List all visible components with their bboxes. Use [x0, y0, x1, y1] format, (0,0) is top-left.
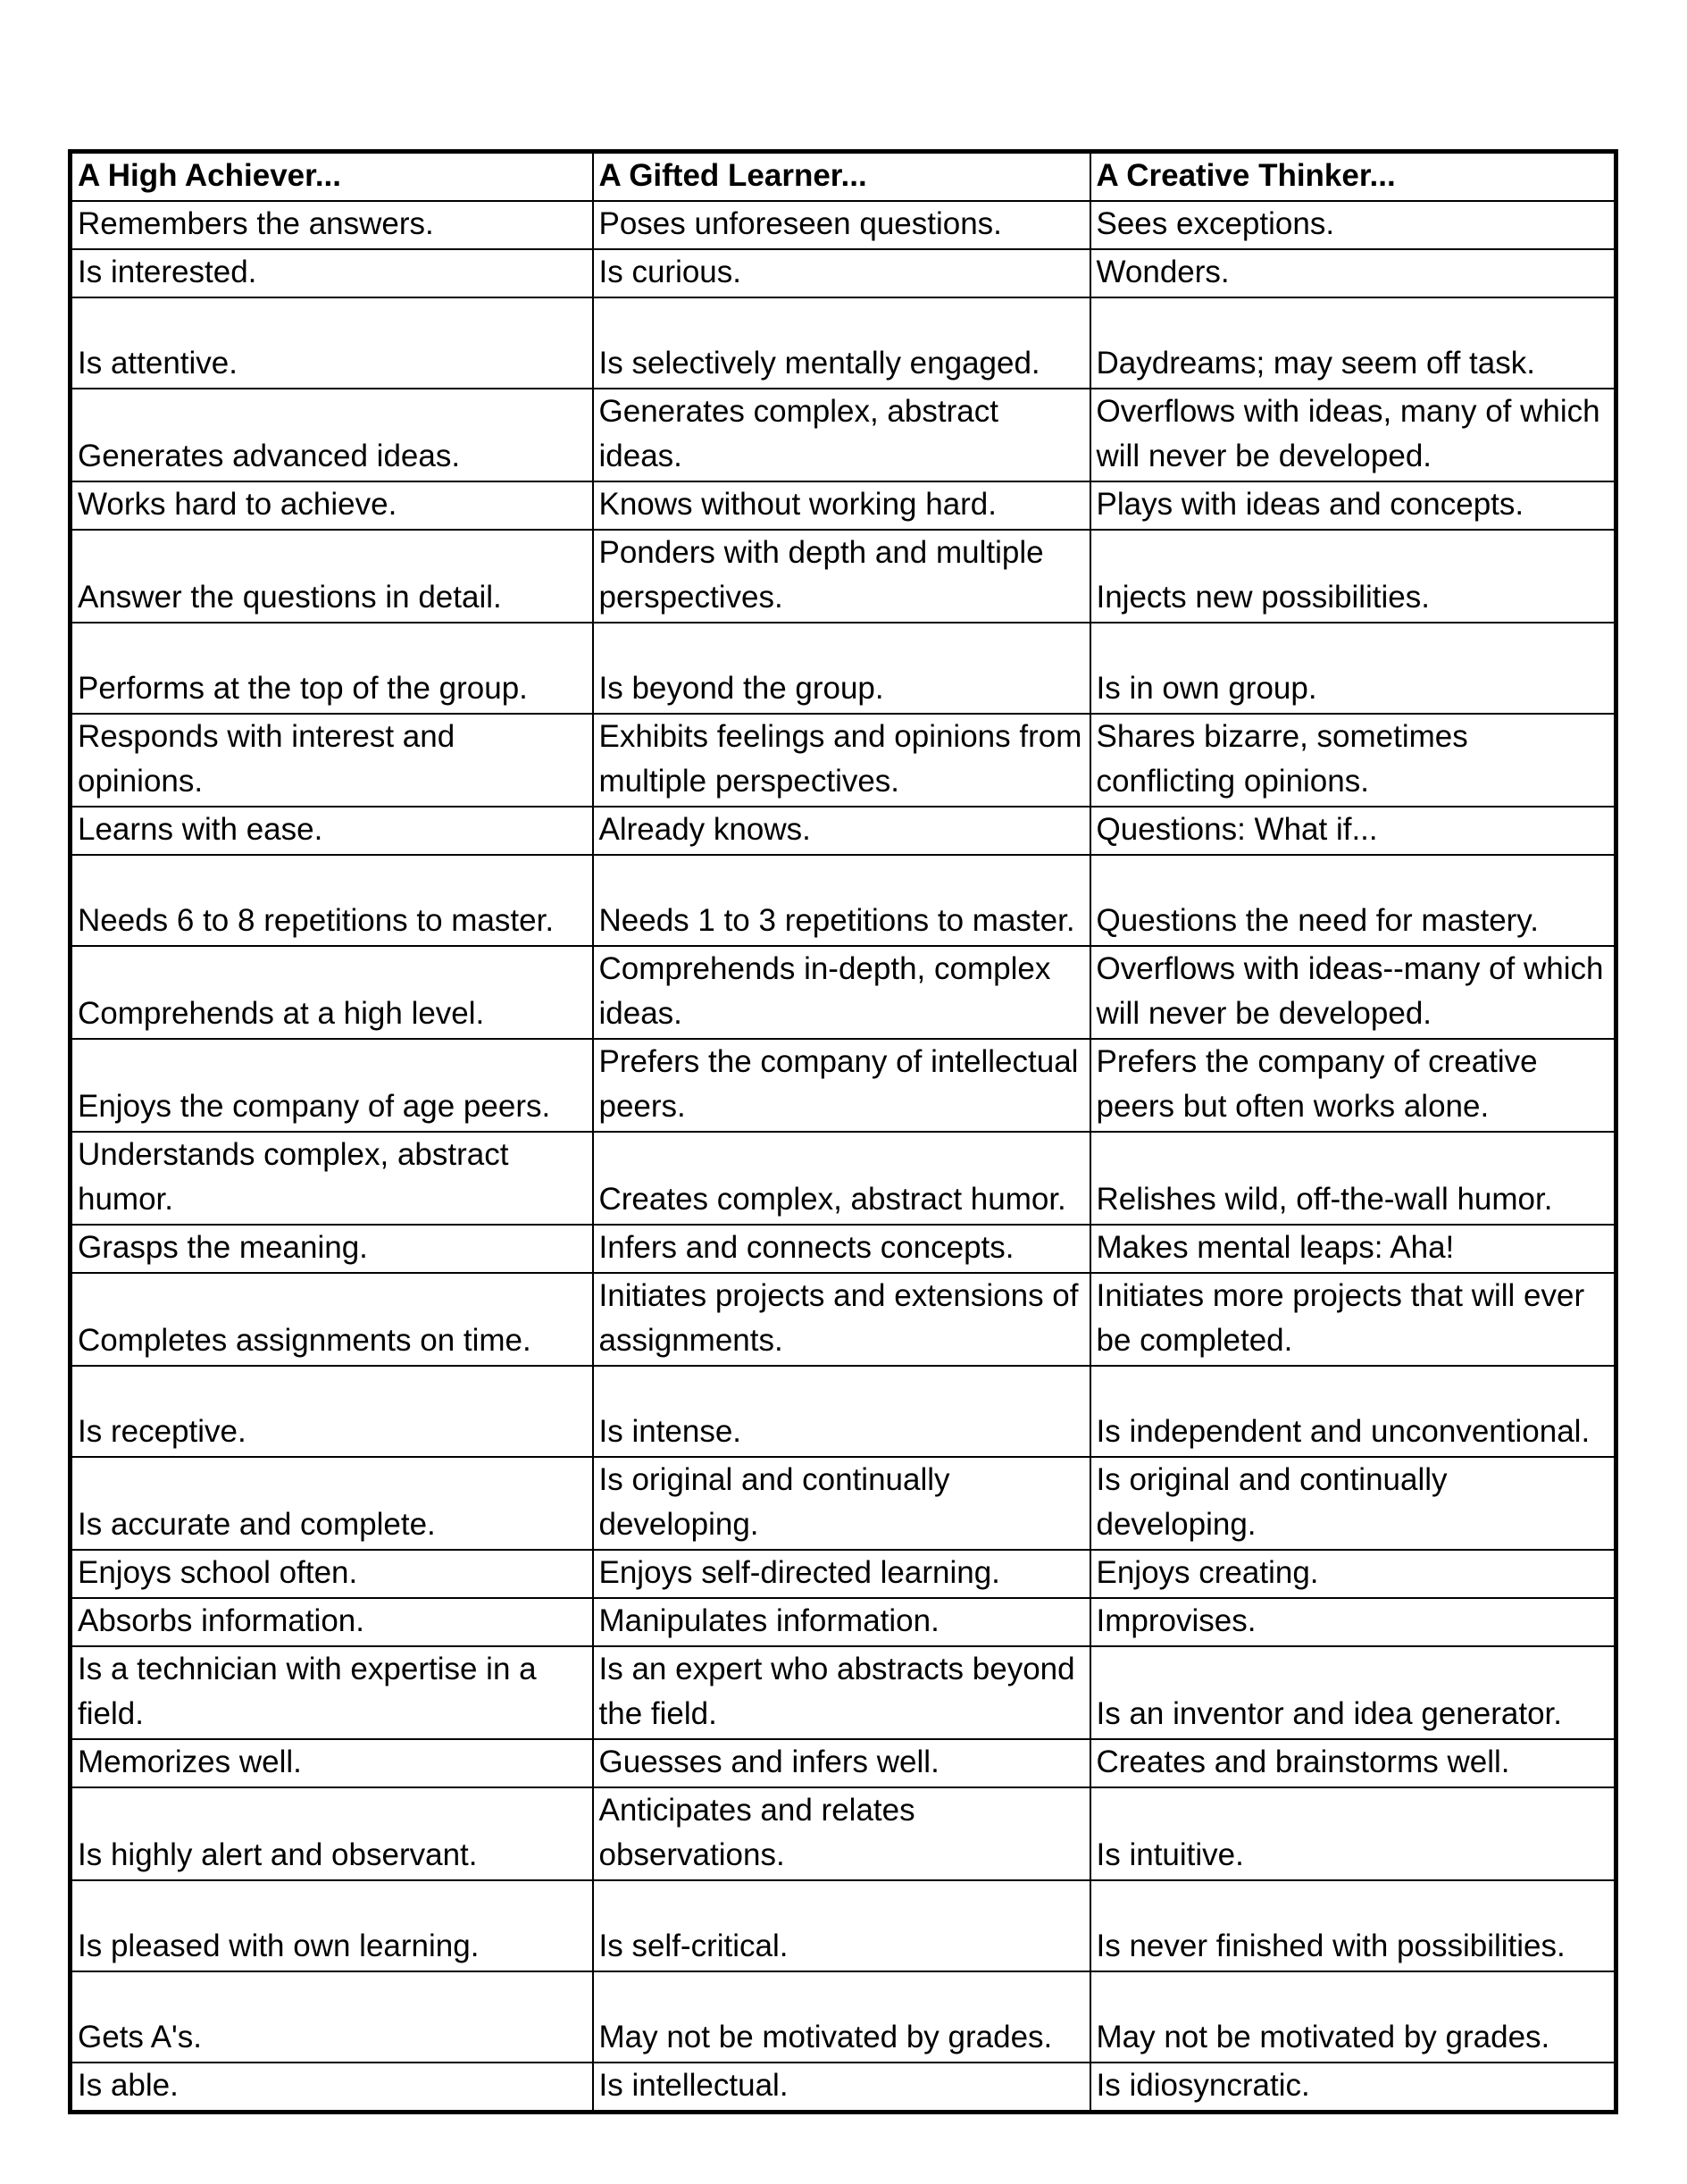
creative-thinker-cell: Is never finished with possibilities. [1090, 1880, 1616, 1971]
gifted-learner-cell: Generates complex, abstract ideas. [593, 389, 1090, 481]
creative-thinker-cell: Creates and brainstorms well. [1090, 1739, 1616, 1787]
table-row [71, 714, 1616, 807]
gifted-learner-cell: Is beyond the group. [593, 623, 1090, 714]
high-achiever-cell: Learns with ease. [71, 807, 593, 855]
gifted-learner-cell: Prefers the company of intellectual peers. [593, 1039, 1090, 1132]
gifted-learner-cell: Anticipates and relates observations. [593, 1787, 1090, 1880]
creative-thinker-cell: Questions the need for mastery. [1090, 855, 1616, 946]
creative-thinker-cell: Is an inventor and idea generator. [1090, 1646, 1616, 1739]
table-row [71, 297, 1616, 389]
creative-thinker-cell: Plays with ideas and concepts. [1090, 481, 1616, 530]
header-row [71, 152, 1616, 202]
table-body [71, 201, 1616, 2113]
table-row [71, 946, 1616, 1039]
header-high-achiever: A High Achiever... [71, 152, 593, 202]
gifted-learner-cell: Enjoys self-directed learning. [593, 1550, 1090, 1598]
creative-thinker-cell: Is independent and unconventional. [1090, 1366, 1616, 1457]
high-achiever-cell: Responds with interest and opinions. [71, 714, 593, 807]
gifted-learner-cell: Guesses and infers well. [593, 1739, 1090, 1787]
gifted-learner-cell: Is intellectual. [593, 2063, 1090, 2113]
high-achiever-cell: Answer the questions in detail. [71, 530, 593, 623]
high-achiever-cell: Grasps the meaning. [71, 1225, 593, 1273]
table-row [71, 1787, 1616, 1880]
gifted-learner-cell: Comprehends in-depth, complex ideas. [593, 946, 1090, 1039]
table-row [71, 855, 1616, 946]
high-achiever-cell: Is receptive. [71, 1366, 593, 1457]
high-achiever-cell: Is attentive. [71, 297, 593, 389]
table-row [71, 1646, 1616, 1739]
creative-thinker-cell: Makes mental leaps: Aha! [1090, 1225, 1616, 1273]
table-row [71, 1550, 1616, 1598]
table-row [71, 530, 1616, 623]
table-row [71, 1039, 1616, 1132]
gifted-learner-cell: Initiates projects and extensions of assignments. [593, 1273, 1090, 1366]
table-row [71, 2063, 1616, 2113]
high-achiever-cell: Is highly alert and observant. [71, 1787, 593, 1880]
high-achiever-cell: Needs 6 to 8 repetitions to master. [71, 855, 593, 946]
table-row [71, 1273, 1616, 1366]
high-achiever-cell: Works hard to achieve. [71, 481, 593, 530]
creative-thinker-cell: Is idiosyncratic. [1090, 2063, 1616, 2113]
high-achiever-cell: Understands complex, abstract humor. [71, 1132, 593, 1225]
table-row [71, 807, 1616, 855]
gifted-learner-cell: Already knows. [593, 807, 1090, 855]
creative-thinker-cell: Prefers the company of creative peers but often works alone. [1090, 1039, 1616, 1132]
table-row [71, 1739, 1616, 1787]
high-achiever-cell: Generates advanced ideas. [71, 389, 593, 481]
creative-thinker-cell: Is intuitive. [1090, 1787, 1616, 1880]
comparison-table [68, 149, 1618, 2114]
gifted-learner-cell: Ponders with depth and multiple perspectives. [593, 530, 1090, 623]
gifted-learner-cell: Infers and connects concepts. [593, 1225, 1090, 1273]
high-achiever-cell: Completes assignments on time. [71, 1273, 593, 1366]
gifted-learner-cell: Manipulates information. [593, 1598, 1090, 1646]
creative-thinker-cell: Shares bizarre, sometimes conflicting opinions. [1090, 714, 1616, 807]
high-achiever-cell: Is able. [71, 2063, 593, 2113]
creative-thinker-cell: Wonders. [1090, 249, 1616, 297]
high-achiever-cell: Absorbs information. [71, 1598, 593, 1646]
high-achiever-cell: Performs at the top of the group. [71, 623, 593, 714]
creative-thinker-cell: Questions: What if... [1090, 807, 1616, 855]
table-row [71, 1225, 1616, 1273]
table-row [71, 389, 1616, 481]
table-row [71, 249, 1616, 297]
creative-thinker-cell: Is in own group. [1090, 623, 1616, 714]
creative-thinker-cell: Overflows with ideas, many of which will never be developed. [1090, 389, 1616, 481]
creative-thinker-cell: Daydreams; may seem off task. [1090, 297, 1616, 389]
gifted-learner-cell: Needs 1 to 3 repetitions to master. [593, 855, 1090, 946]
table-row [71, 201, 1616, 249]
gifted-learner-cell: Knows without working hard. [593, 481, 1090, 530]
high-achiever-cell: Comprehends at a high level. [71, 946, 593, 1039]
creative-thinker-cell: Sees exceptions. [1090, 201, 1616, 249]
gifted-learner-cell: Poses unforeseen questions. [593, 201, 1090, 249]
high-achiever-cell: Is a technician with expertise in a field. [71, 1646, 593, 1739]
creative-thinker-cell: May not be motivated by grades. [1090, 1971, 1616, 2063]
high-achiever-cell: Gets A's. [71, 1971, 593, 2063]
creative-thinker-cell: Injects new possibilities. [1090, 530, 1616, 623]
table-row [71, 1598, 1616, 1646]
high-achiever-cell: Is pleased with own learning. [71, 1880, 593, 1971]
creative-thinker-cell: Relishes wild, off-the-wall humor. [1090, 1132, 1616, 1225]
gifted-learner-cell: Is selectively mentally engaged. [593, 297, 1090, 389]
high-achiever-cell: Enjoys the company of age peers. [71, 1039, 593, 1132]
high-achiever-cell: Is accurate and complete. [71, 1457, 593, 1550]
table-row [71, 481, 1616, 530]
high-achiever-cell: Memorizes well. [71, 1739, 593, 1787]
high-achiever-cell: Remembers the answers. [71, 201, 593, 249]
creative-thinker-cell: Overflows with ideas--many of which will never be developed. [1090, 946, 1616, 1039]
creative-thinker-cell: Improvises. [1090, 1598, 1616, 1646]
header-creative-thinker: A Creative Thinker... [1090, 152, 1616, 202]
creative-thinker-cell: Initiates more projects that will ever be completed. [1090, 1273, 1616, 1366]
gifted-learner-cell: Is curious. [593, 249, 1090, 297]
gifted-learner-cell: Exhibits feelings and opinions from multiple perspectives. [593, 714, 1090, 807]
gifted-learner-cell: Is original and continually developing. [593, 1457, 1090, 1550]
table-row [71, 1132, 1616, 1225]
high-achiever-cell: Is interested. [71, 249, 593, 297]
table-row [71, 623, 1616, 714]
table-header [71, 152, 1616, 202]
table-row [71, 1880, 1616, 1971]
header-gifted-learner: A Gifted Learner... [593, 152, 1090, 202]
gifted-learner-cell: Creates complex, abstract humor. [593, 1132, 1090, 1225]
creative-thinker-cell: Is original and continually developing. [1090, 1457, 1616, 1550]
high-achiever-cell: Enjoys school often. [71, 1550, 593, 1598]
creative-thinker-cell: Enjoys creating. [1090, 1550, 1616, 1598]
table-row [71, 1366, 1616, 1457]
gifted-learner-cell: Is intense. [593, 1366, 1090, 1457]
gifted-learner-cell: May not be motivated by grades. [593, 1971, 1090, 2063]
gifted-learner-cell: Is self-critical. [593, 1880, 1090, 1971]
gifted-learner-cell: Is an expert who abstracts beyond the field. [593, 1646, 1090, 1739]
table-row [71, 1457, 1616, 1550]
table-row [71, 1971, 1616, 2063]
